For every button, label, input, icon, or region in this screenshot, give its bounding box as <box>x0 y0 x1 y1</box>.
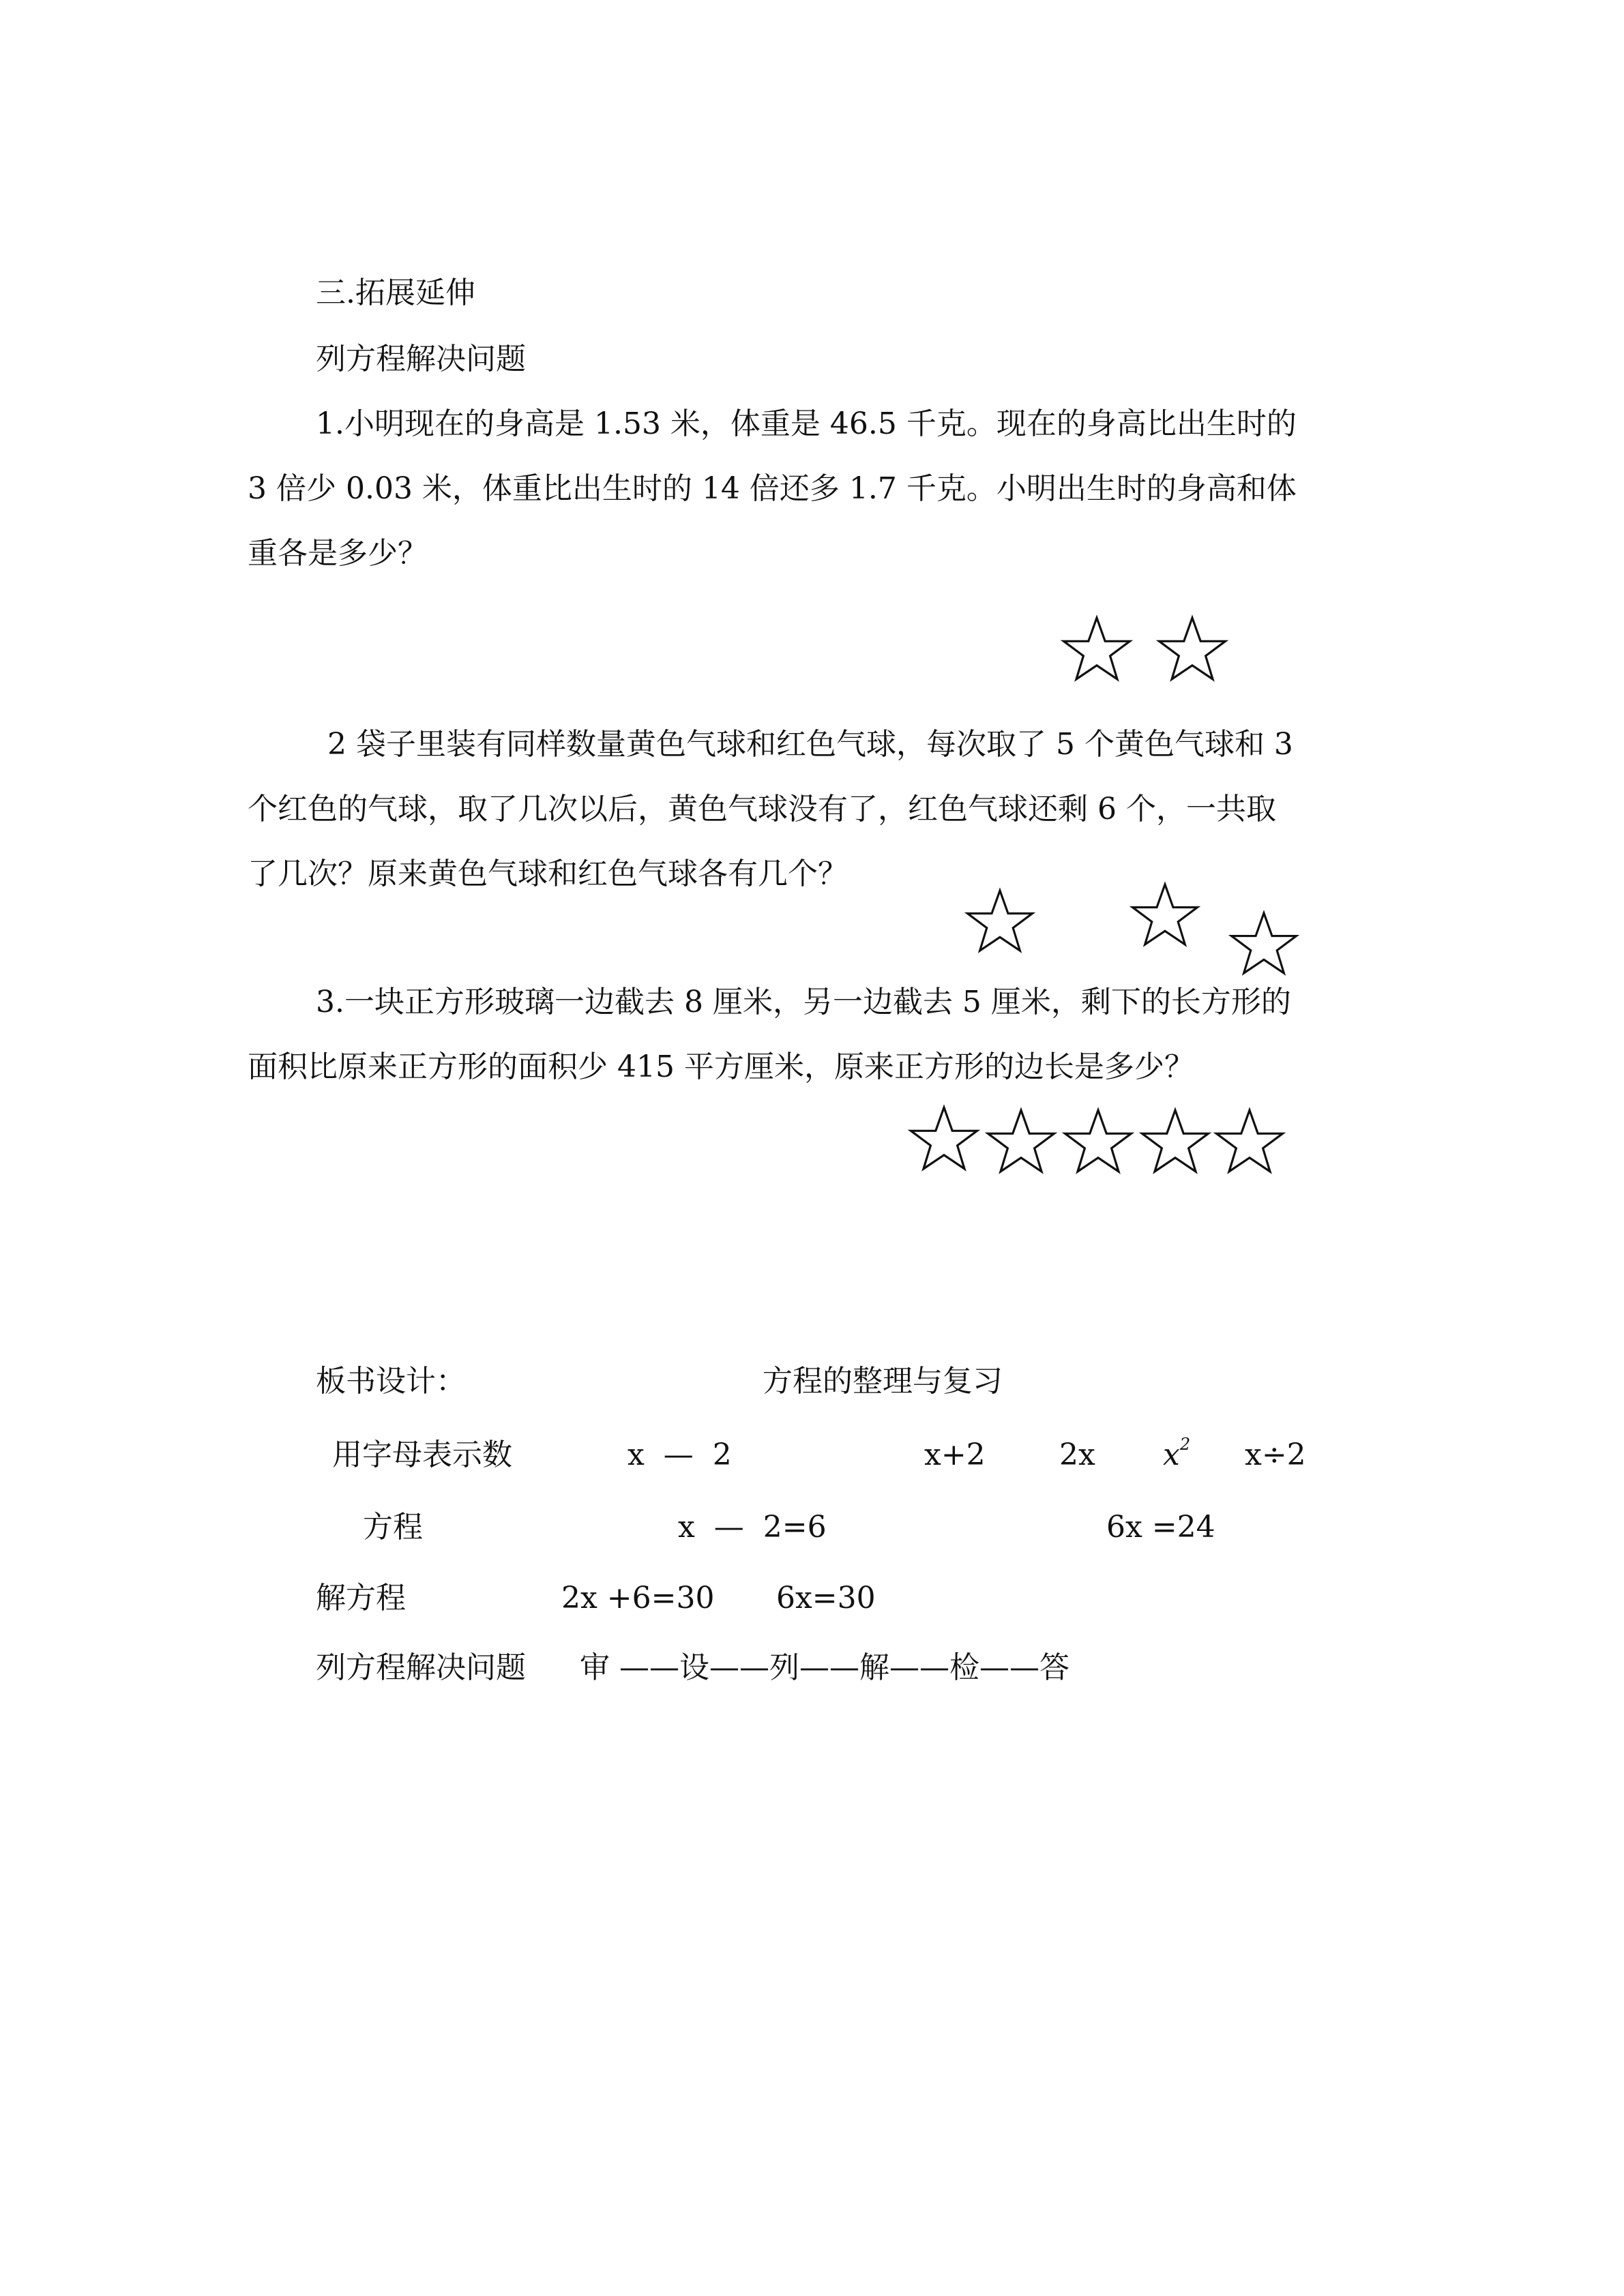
letters-expression: 2x <box>1059 1437 1095 1472</box>
solving-item: 6x=30 <box>776 1581 876 1615</box>
star-icon <box>1129 882 1201 948</box>
star-icon <box>1061 1108 1135 1175</box>
problem-2-line-3: 了几次？原来黄色气球和红色气球各有几个？ <box>248 856 848 891</box>
problem-1-line-3: 重各是多少？ <box>248 536 428 571</box>
problem-3-line-2: 面积比原来正方形的面积少 415 平方厘米，原来正方形的边长是多少？ <box>248 1049 1194 1084</box>
word-problems-row-label: 列方程解决问题 <box>316 1650 526 1685</box>
problem-2-line-1: 2 袋子里装有同样数量黄色气球和红色气球，每次取了 5 个黄色气球和 3 <box>327 727 1293 762</box>
equation-item: x — 2=6 <box>678 1510 827 1545</box>
equations-row-label: 方程 <box>363 1510 423 1545</box>
equation-item: 6x =24 <box>1106 1510 1215 1545</box>
problem-solving-steps: 审 ——设——列——解——检——答 <box>580 1650 1069 1685</box>
base-variable: x <box>1163 1437 1180 1472</box>
star-icon <box>1213 1108 1286 1175</box>
problem-1-line-2: 3 倍少 0.03 米，体重比出生时的 14 倍还多 1.7 千克。小明出生时的身高和体 <box>248 471 1297 506</box>
letters-expression-squared <box>1163 1435 1191 1472</box>
board-label: 板书设计： <box>316 1364 466 1399</box>
problem-2-line-2: 个红色的气球，取了几次以后，黄色气球没有了，红色气球还剩 6 个，一共取 <box>248 792 1276 826</box>
star-icon <box>907 1105 981 1172</box>
letters-expression: x+2 <box>924 1437 986 1472</box>
star-icon <box>1061 616 1132 683</box>
letters-expression: x — 2 <box>628 1437 732 1472</box>
solving-row-label: 解方程 <box>316 1581 406 1615</box>
board-title: 方程的整理与复习 <box>763 1364 1003 1399</box>
exponent: 2 <box>1179 1435 1191 1454</box>
section-heading: 三.拓展延伸 <box>316 275 475 310</box>
solving-item: 2x +6=30 <box>561 1581 715 1615</box>
star-icon <box>1138 1108 1212 1175</box>
letters-expression: x÷2 <box>1245 1437 1306 1472</box>
letters-row-label: 用字母表示数 <box>332 1437 512 1472</box>
problem-3-line-1: 3.一块正方形玻璃一边截去 8 厘米，另一边截去 5 厘米，剩下的长方形的 <box>316 985 1291 1019</box>
star-icon <box>964 889 1036 954</box>
star-icon <box>1157 616 1228 683</box>
problem-1-line-1: 1.小明现在的身高是 1.53 米，体重是 46.5 千克。现在的身高比出生时的 <box>316 406 1297 441</box>
star-icon <box>984 1108 1058 1175</box>
section-subheading: 列方程解决问题 <box>316 342 526 376</box>
star-icon <box>1228 911 1300 976</box>
